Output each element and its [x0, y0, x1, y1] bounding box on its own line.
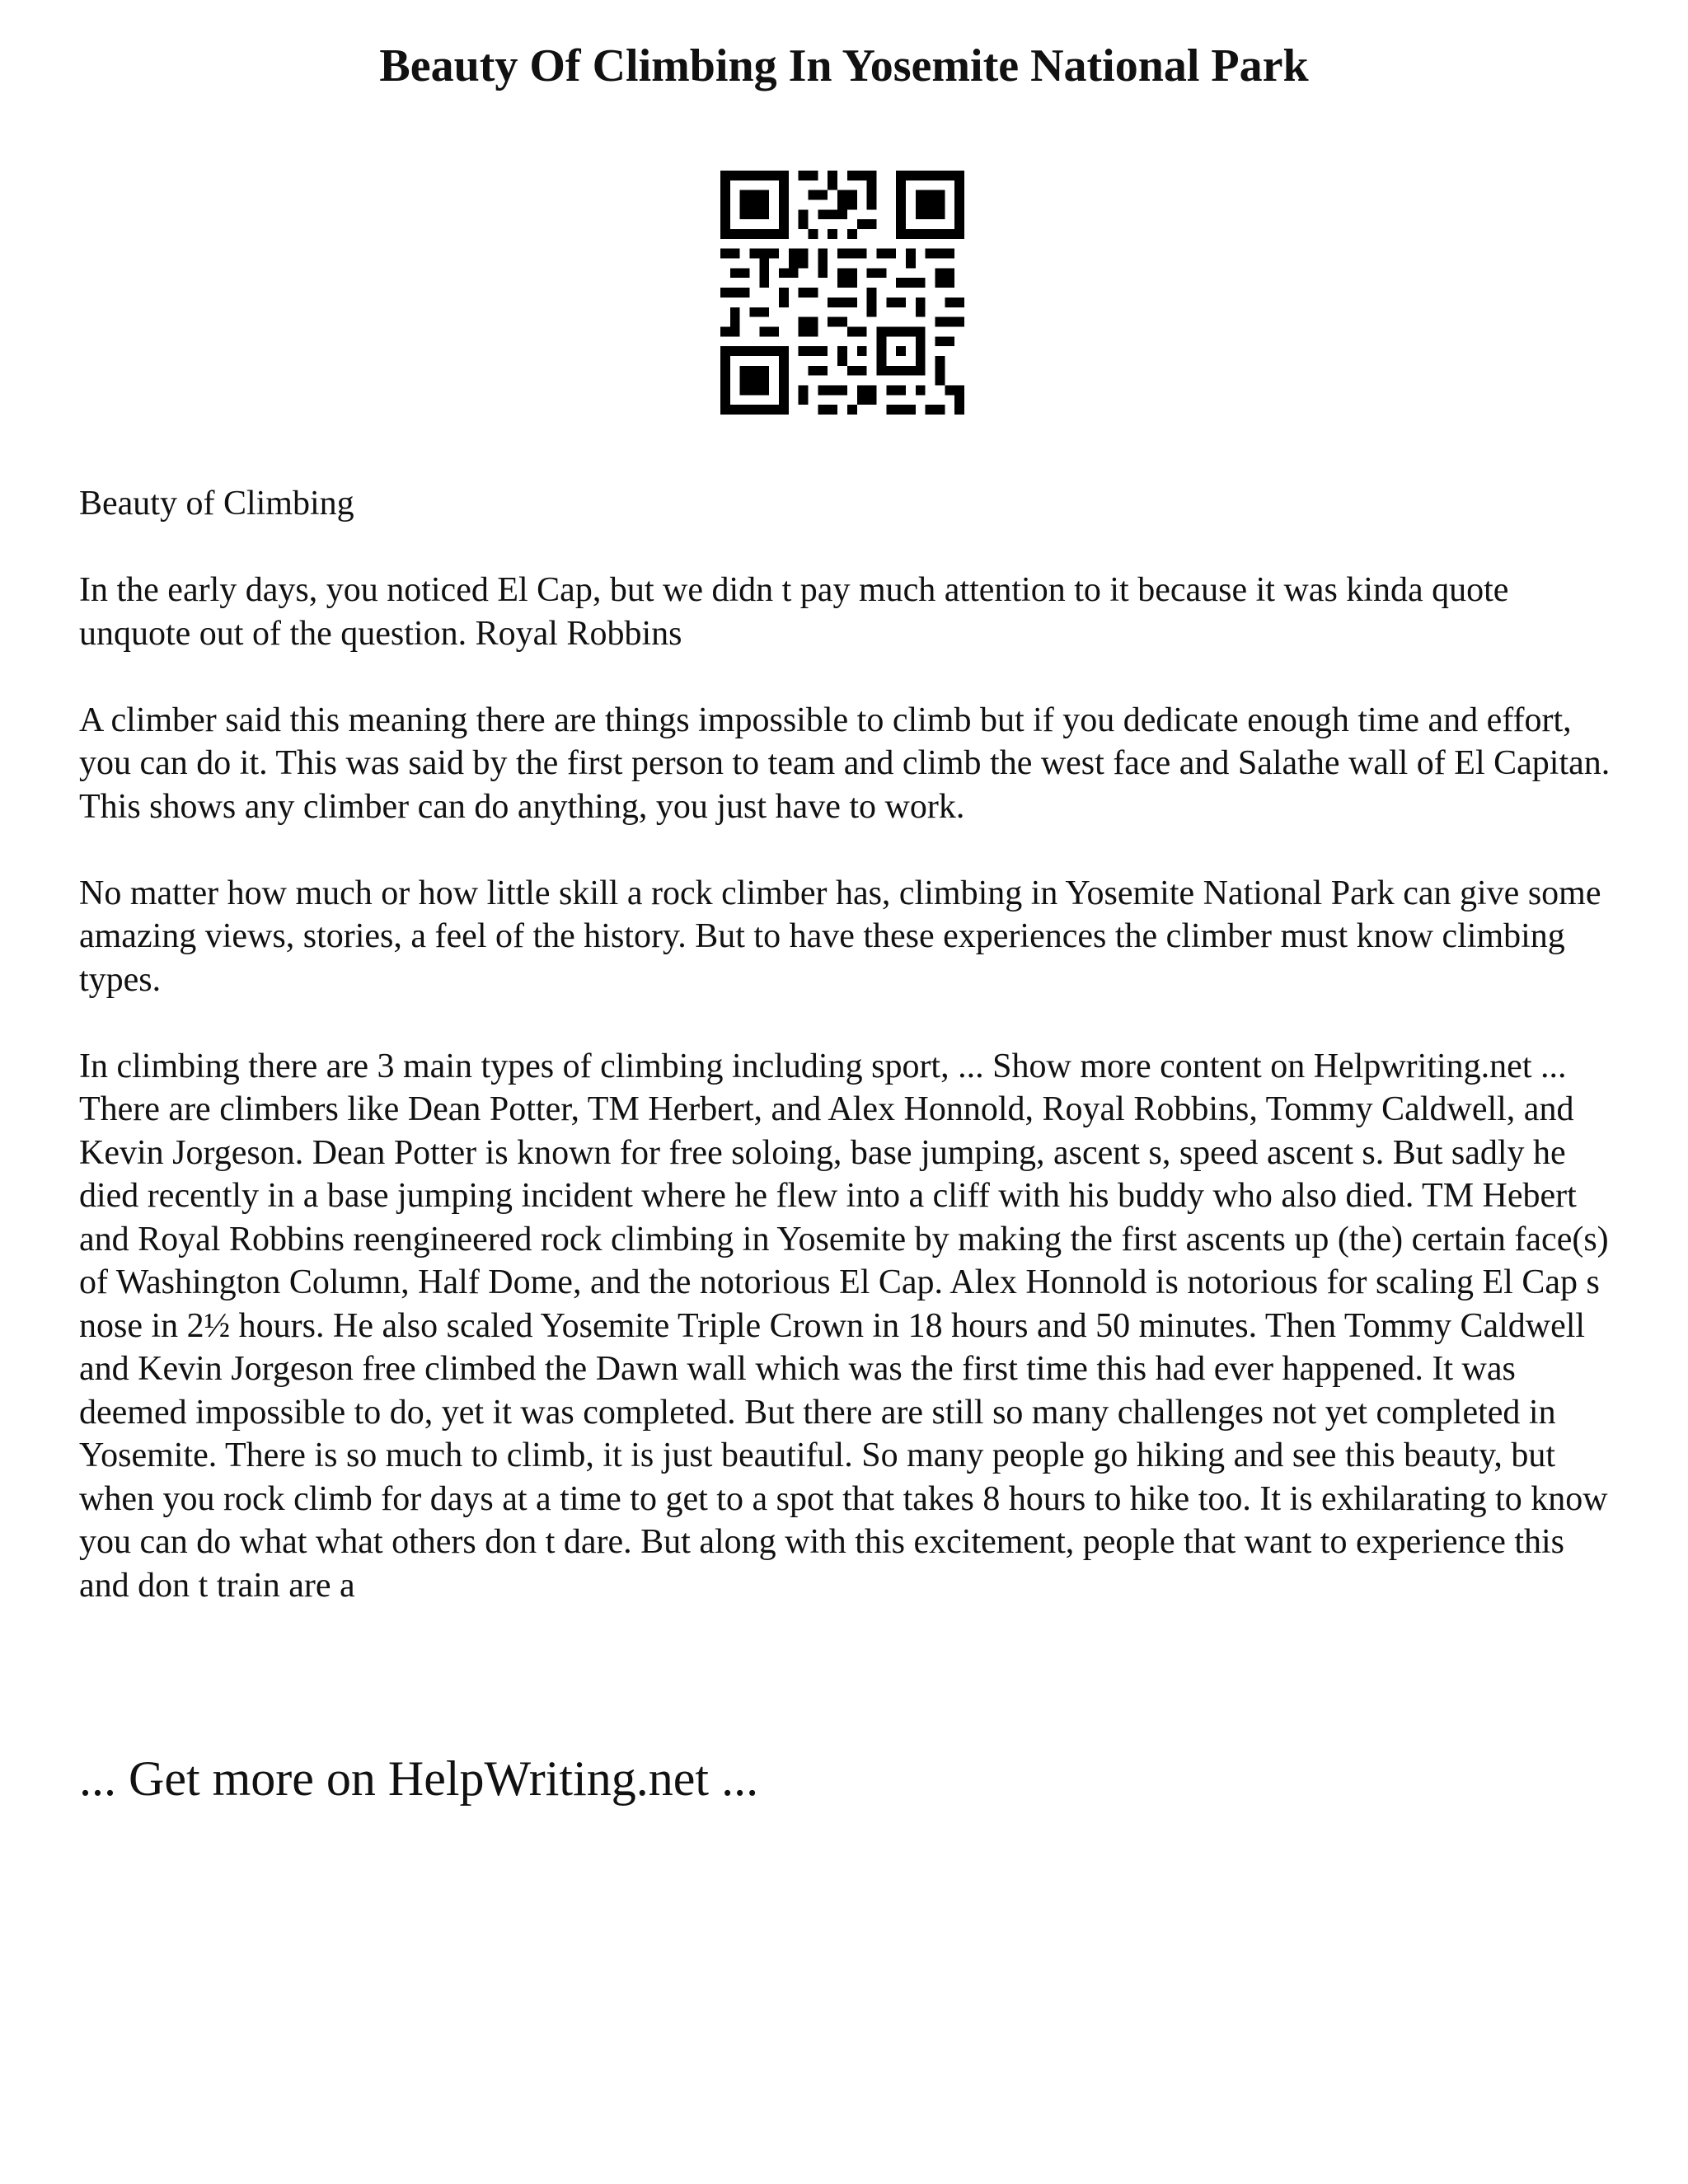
body-paragraph: A climber said this meaning there are things impossible to climb but if you dedicate enough time and effort, you can do it. This was said by the first person to team and climb the west face and Salathe wall of El Capitan. This shows any climber can do anything, you just have to work.	[79, 701, 1611, 826]
get-more-link[interactable]: ... Get more on HelpWriting.net ...	[79, 1751, 759, 1806]
body-paragraph: There are climbers like Dean Potter, TM Herbert, and Alex Honnold, Royal Robbins, Tommy Caldwell, and Kevin Jorgeson. Dean Potter is known for free soloing, base jumping, ascent s, speed ascent s. But sadly he died recently in a base jumping incident where he flew into a cliff with his buddy who also died. TM Hebert and Royal Robbins reengineered rock climbing in Yosemite by making the first ascents up (the) certain face(s) of Washington Column, Half Dome, and the notorious El Cap. Alex Honnold is notorious for scaling El Cap s nose in 2½ hours. He also scaled Yosemite Triple Crown in 18 hours and 50 minutes. Then Tommy Caldwell and Kevin Jorgeson free climbed the Dawn wall which was the first time this had ever happened. It was deemed impossible to do, yet it was completed. But there are still so many challenges not yet completed in Yosemite. There is so much to climb, it is just beautiful. So many people go hiking and see this beauty, but when you rock climb for days at a time to get to a spot that takes 8 hours to hike too. It is exhilarating to know you can do what what others don t dare. But along with this excitement, people that want to experience this and don t train are a	[79, 1090, 1609, 1605]
paragraph-spacer	[79, 655, 1620, 699]
qr-code-icon[interactable]	[720, 171, 964, 415]
paragraph-spacer	[79, 526, 1620, 569]
paragraph-spacer	[79, 828, 1620, 872]
quote-paragraph: In the early days, you noticed El Cap, but we didn t pay much attention to it because it was kinda quote unquote out of the question. Royal Robbins	[79, 571, 1509, 653]
document-title: Beauty Of Climbing In Yosemite National Park	[379, 40, 1309, 91]
section-heading: Beauty of Climbing	[79, 485, 354, 523]
qr-code-graphic	[720, 171, 964, 415]
body-paragraph: No matter how much or how little skill a rock climber has, climbing in Yosemite National Park can give some amazing views, stories, a feel of the history. But to have these experiences the climber must know climbing types.	[79, 874, 1601, 999]
document-body	[79, 482, 1620, 1607]
paragraph-spacer	[79, 1001, 1620, 1045]
body-paragraph: In climbing there are 3 main types of climbing including sport, ... Show more content on Helpwriting.net ...	[79, 1047, 1567, 1085]
